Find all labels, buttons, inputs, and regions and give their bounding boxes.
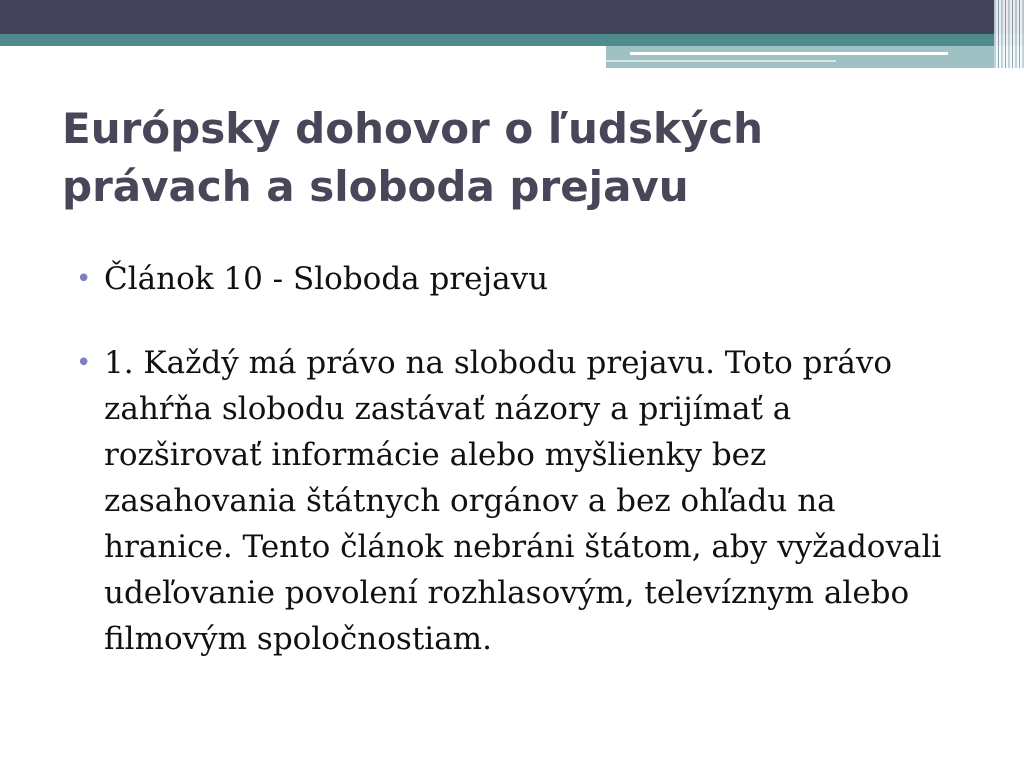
header-band-dark	[0, 0, 1024, 34]
bullet-item	[76, 256, 956, 302]
header-band-teal	[0, 34, 1024, 46]
header-band-light	[606, 46, 1024, 68]
bullet-dot-icon: •	[76, 264, 92, 294]
bullet-text: 1. Každý má právo na slobodu prejavu. Toto právo zahŕňa slobodu zastávať názory a prijímať a rozširovať informácie alebo myšlienky bez zasahovania štátnych orgánov a bez ohľadu na hranice. Tento článok nebráni štátom, aby vyžadovali udeľovanie povolení rozhlasovým, televíznym alebo filmovým spoločnostiam.	[104, 345, 942, 657]
header-stripes-decoration	[994, 0, 1024, 68]
header-accent-line	[630, 52, 948, 55]
slide-body	[76, 256, 956, 700]
bullet-dot-icon: •	[76, 348, 92, 378]
bullet-item	[76, 340, 956, 662]
slide-title: Európsky dohovor o ľudských právach a sloboda prejavu	[62, 104, 764, 211]
bullet-text: Článok 10 - Sloboda prejavu	[104, 261, 549, 297]
header-accent-line-thin	[606, 60, 836, 62]
